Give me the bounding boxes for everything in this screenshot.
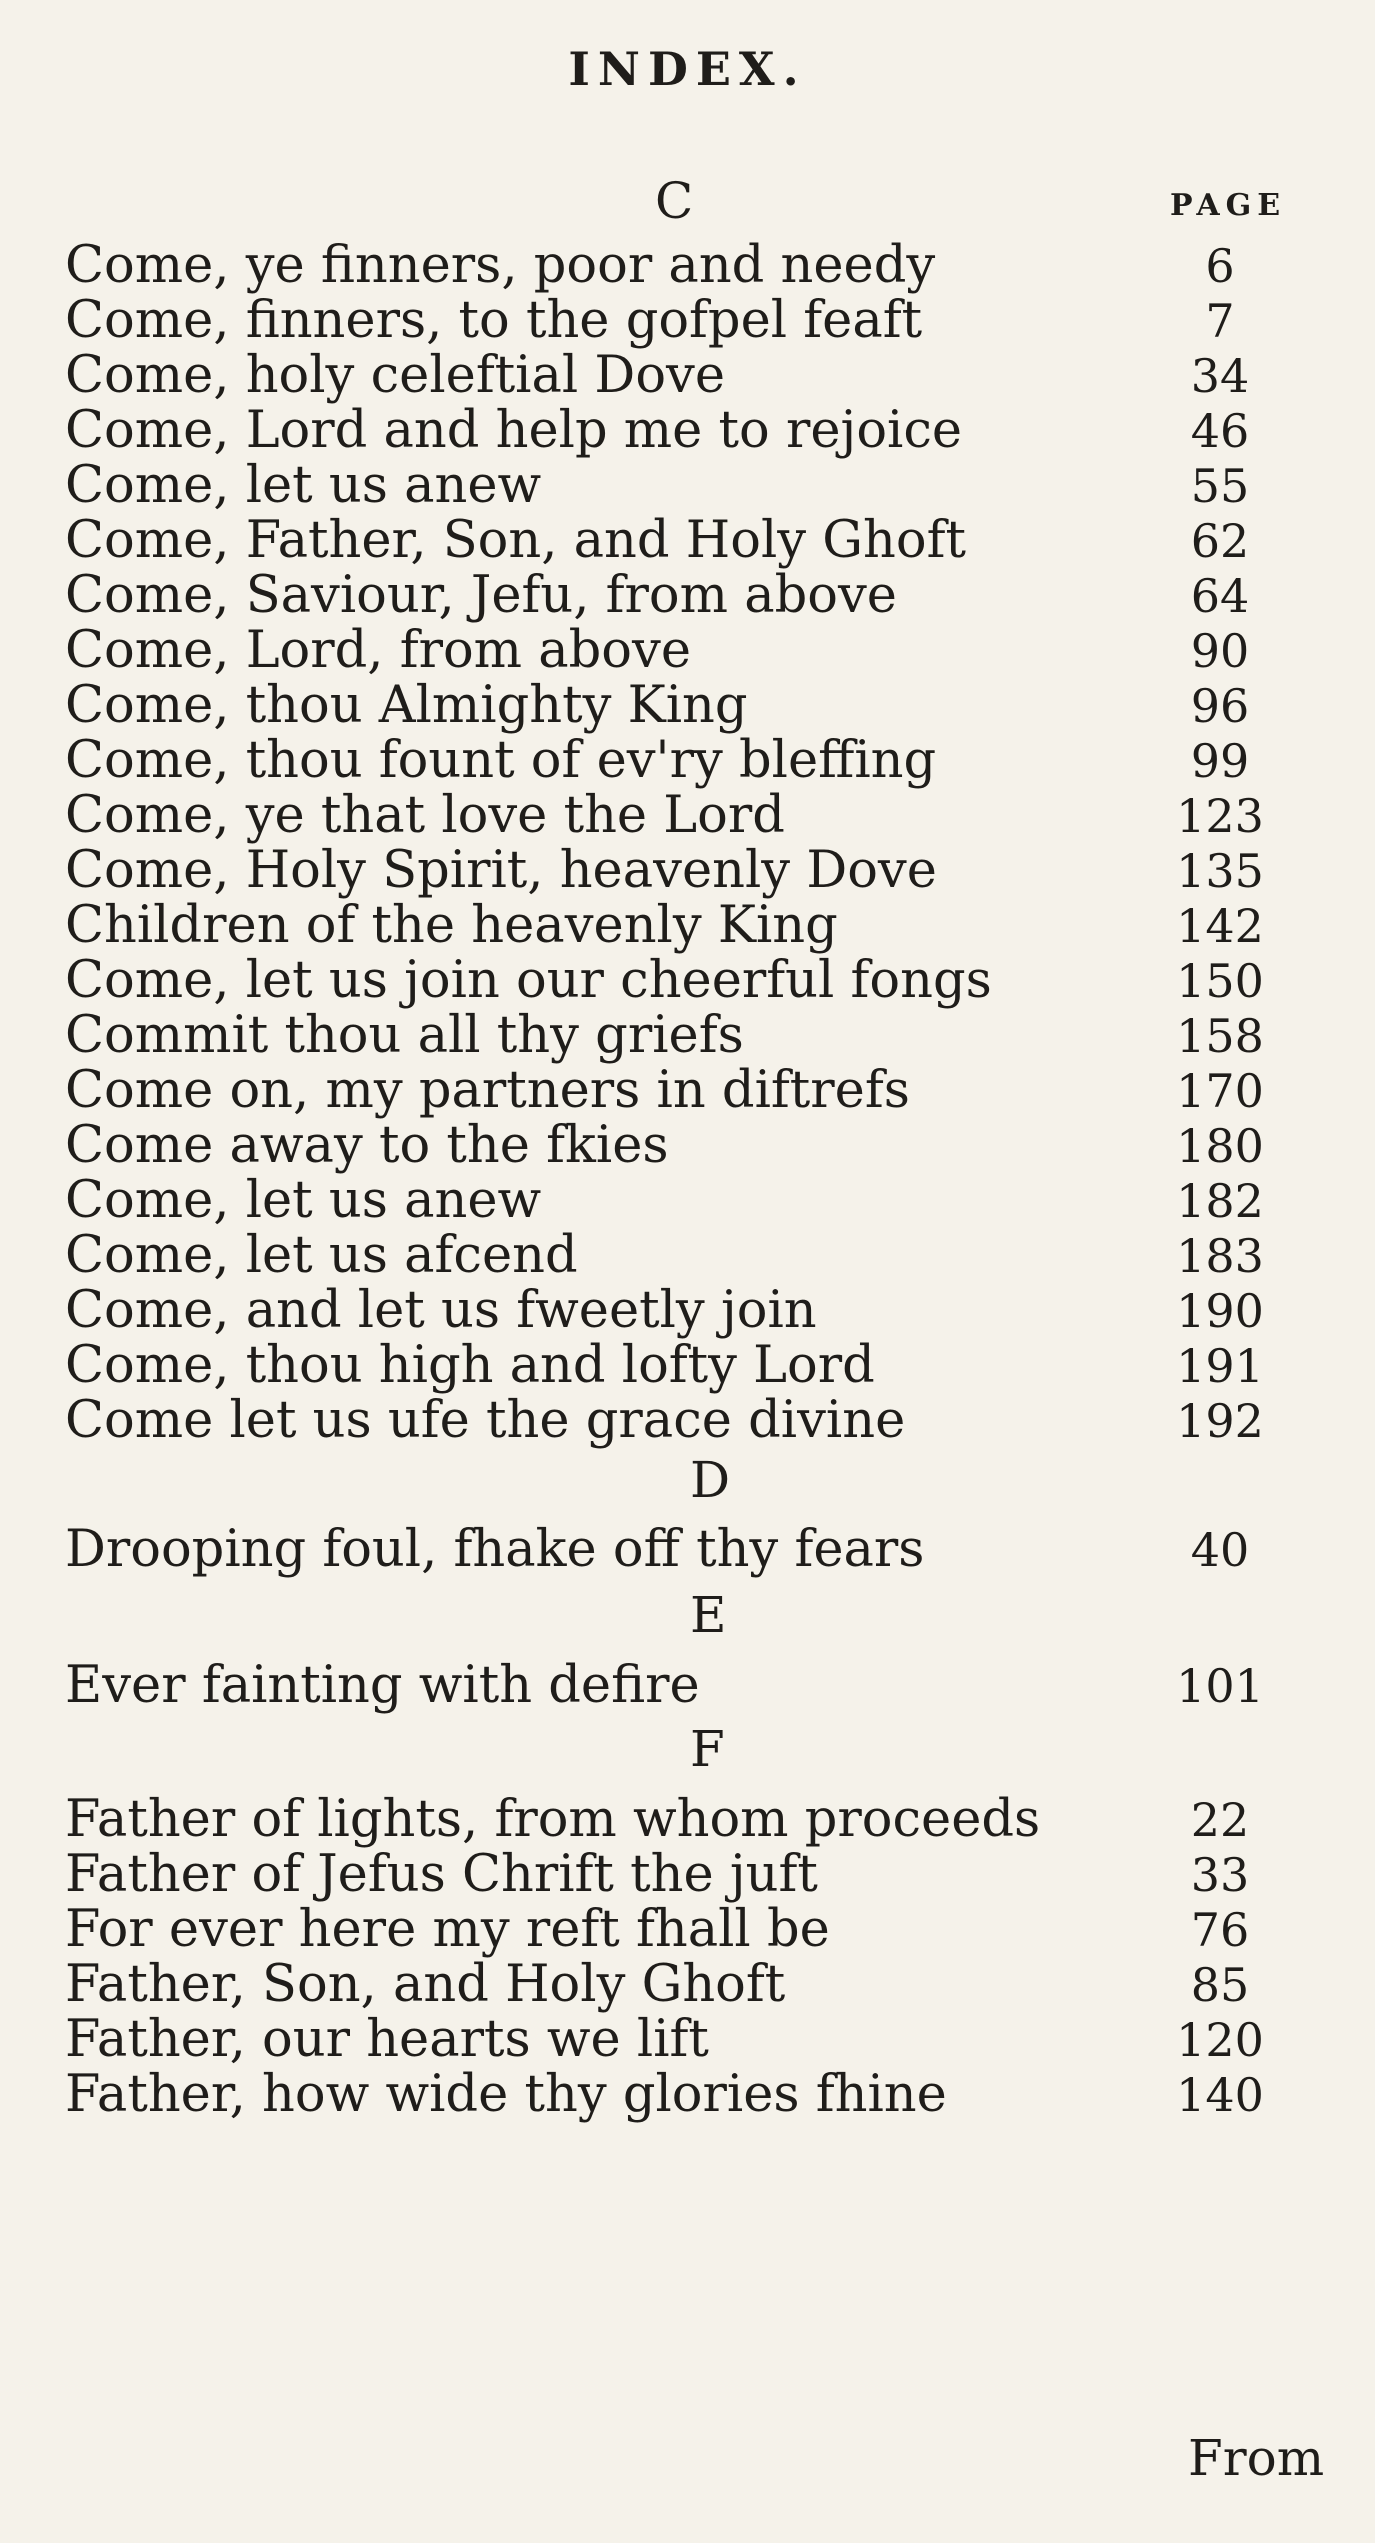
entry-title: Come, ye finners, poor and needy bbox=[65, 236, 936, 295]
entry-title: Drooping foul, fhake off thy fears bbox=[65, 1520, 925, 1579]
index-entry bbox=[0, 1283, 1375, 1339]
entry-title: Father of lights, from whom proceeds bbox=[65, 1790, 1041, 1849]
catchword: From bbox=[1188, 2429, 1325, 2487]
index-entry bbox=[0, 293, 1375, 349]
section-letter-e: E bbox=[690, 1586, 727, 1644]
entry-page-number: 183 bbox=[1176, 1229, 1264, 1283]
entry-title: Come, thou fount of ev'ry bleffing bbox=[65, 731, 937, 790]
entry-title: Come, Lord and help me to rejoice bbox=[65, 401, 963, 460]
entry-page-number: 158 bbox=[1176, 1009, 1264, 1063]
entry-title: Father, Son, and Holy Ghoft bbox=[65, 1955, 786, 2014]
entry-title: Children of the heavenly King bbox=[65, 896, 838, 955]
index-entry bbox=[0, 1118, 1375, 1174]
entry-page-number: 182 bbox=[1176, 1174, 1264, 1228]
index-entry bbox=[0, 1393, 1375, 1449]
entry-title: Come, holy celeftial Dove bbox=[65, 346, 726, 405]
index-entry bbox=[0, 348, 1375, 404]
entry-title: Come, finners, to the gofpel feaft bbox=[65, 291, 923, 350]
index-entry bbox=[0, 2067, 1375, 2123]
entry-title: Come, and let us fweetly join bbox=[65, 1281, 817, 1340]
entry-title: Come, let us anew bbox=[65, 456, 542, 515]
entry-page-number: 62 bbox=[1190, 514, 1250, 568]
entry-title: Come on, my partners in diftrefs bbox=[65, 1061, 910, 1120]
entry-page-number: 142 bbox=[1176, 899, 1264, 953]
entry-page-number: 99 bbox=[1190, 734, 1250, 788]
entry-page-number: 190 bbox=[1176, 1284, 1264, 1338]
section-letter-f: F bbox=[690, 1720, 725, 1778]
index-entry bbox=[0, 898, 1375, 954]
entry-page-number: 140 bbox=[1176, 2068, 1264, 2122]
entry-title: Father, our hearts we lift bbox=[65, 2010, 709, 2069]
index-entry bbox=[0, 1902, 1375, 1958]
index-entry bbox=[0, 1658, 1375, 1714]
entry-title: Come, Saviour, Jefu, from above bbox=[65, 566, 897, 625]
entry-page-number: 170 bbox=[1176, 1064, 1264, 1118]
entry-title: Ever fainting with defire bbox=[65, 1656, 700, 1715]
index-entry bbox=[0, 403, 1375, 459]
entry-page-number: 96 bbox=[1190, 679, 1250, 733]
entry-title: Come, Holy Spirit, heavenly Dove bbox=[65, 841, 937, 900]
entry-page-number: 7 bbox=[1205, 294, 1235, 348]
entry-page-number: 90 bbox=[1190, 624, 1250, 678]
entry-page-number: 120 bbox=[1176, 2013, 1264, 2067]
entry-page-number: 76 bbox=[1190, 1903, 1250, 1957]
entry-page-number: 64 bbox=[1190, 569, 1250, 623]
entry-page-number: 34 bbox=[1190, 349, 1250, 403]
entry-title: Come, let us afcend bbox=[65, 1226, 578, 1285]
index-entry bbox=[0, 733, 1375, 789]
index-entry bbox=[0, 568, 1375, 624]
index-entry bbox=[0, 788, 1375, 844]
index-entry bbox=[0, 1847, 1375, 1903]
entry-page-number: 101 bbox=[1176, 1659, 1264, 1713]
entry-title: Come, thou Almighty King bbox=[65, 676, 748, 735]
index-entry bbox=[0, 1173, 1375, 1229]
entry-page-number: 33 bbox=[1190, 1848, 1250, 1902]
entry-title: Come, Father, Son, and Holy Ghoft bbox=[65, 511, 966, 570]
entry-title: Father, how wide thy glories fhine bbox=[65, 2065, 947, 2124]
section-letter-d: D bbox=[690, 1451, 731, 1509]
entry-title: Come away to the fkies bbox=[65, 1116, 669, 1175]
entry-page-number: 191 bbox=[1176, 1339, 1264, 1393]
entry-page-number: 40 bbox=[1190, 1523, 1250, 1577]
index-entry bbox=[0, 1522, 1375, 1578]
entry-page-number: 180 bbox=[1176, 1119, 1264, 1173]
index-entry bbox=[0, 1338, 1375, 1394]
entry-page-number: 46 bbox=[1190, 404, 1250, 458]
entry-title: Father of Jefus Chrift the juft bbox=[65, 1845, 818, 1904]
entry-title: Come, let us join our cheerful fongs bbox=[65, 951, 992, 1010]
entry-title: Come let us ufe the grace divine bbox=[65, 1391, 906, 1450]
index-entry bbox=[0, 678, 1375, 734]
page-column-heading: PAGE bbox=[1170, 188, 1287, 223]
entry-title: For ever here my reft fhall be bbox=[65, 1900, 830, 1959]
index-entry bbox=[0, 843, 1375, 899]
index-entry bbox=[0, 623, 1375, 679]
index-entry bbox=[0, 1792, 1375, 1848]
entry-page-number: 6 bbox=[1205, 239, 1235, 293]
index-entry bbox=[0, 1008, 1375, 1064]
entry-page-number: 192 bbox=[1176, 1394, 1264, 1448]
entry-title: Come, ye that love the Lord bbox=[65, 786, 785, 845]
entry-page-number: 150 bbox=[1176, 954, 1264, 1008]
entry-page-number: 55 bbox=[1190, 459, 1250, 513]
entry-page-number: 135 bbox=[1176, 844, 1264, 898]
entry-title: Come, thou high and lofty Lord bbox=[65, 1336, 875, 1395]
index-entry bbox=[0, 1228, 1375, 1284]
entry-title: Come, let us anew bbox=[65, 1171, 542, 1230]
index-entry bbox=[0, 2012, 1375, 2068]
entry-title: Come, Lord, from above bbox=[65, 621, 691, 680]
index-entry bbox=[0, 238, 1375, 294]
index-entry bbox=[0, 1063, 1375, 1119]
index-entry bbox=[0, 953, 1375, 1009]
entry-page-number: 85 bbox=[1190, 1958, 1250, 2012]
running-title: INDEX. bbox=[568, 42, 807, 96]
entry-page-number: 123 bbox=[1176, 789, 1264, 843]
index-entry bbox=[0, 458, 1375, 514]
index-entry bbox=[0, 513, 1375, 569]
entry-title: Commit thou all thy griefs bbox=[65, 1006, 744, 1065]
entry-page-number: 22 bbox=[1190, 1793, 1250, 1847]
index-entry bbox=[0, 1957, 1375, 2013]
section-letter-c: C bbox=[655, 172, 694, 230]
